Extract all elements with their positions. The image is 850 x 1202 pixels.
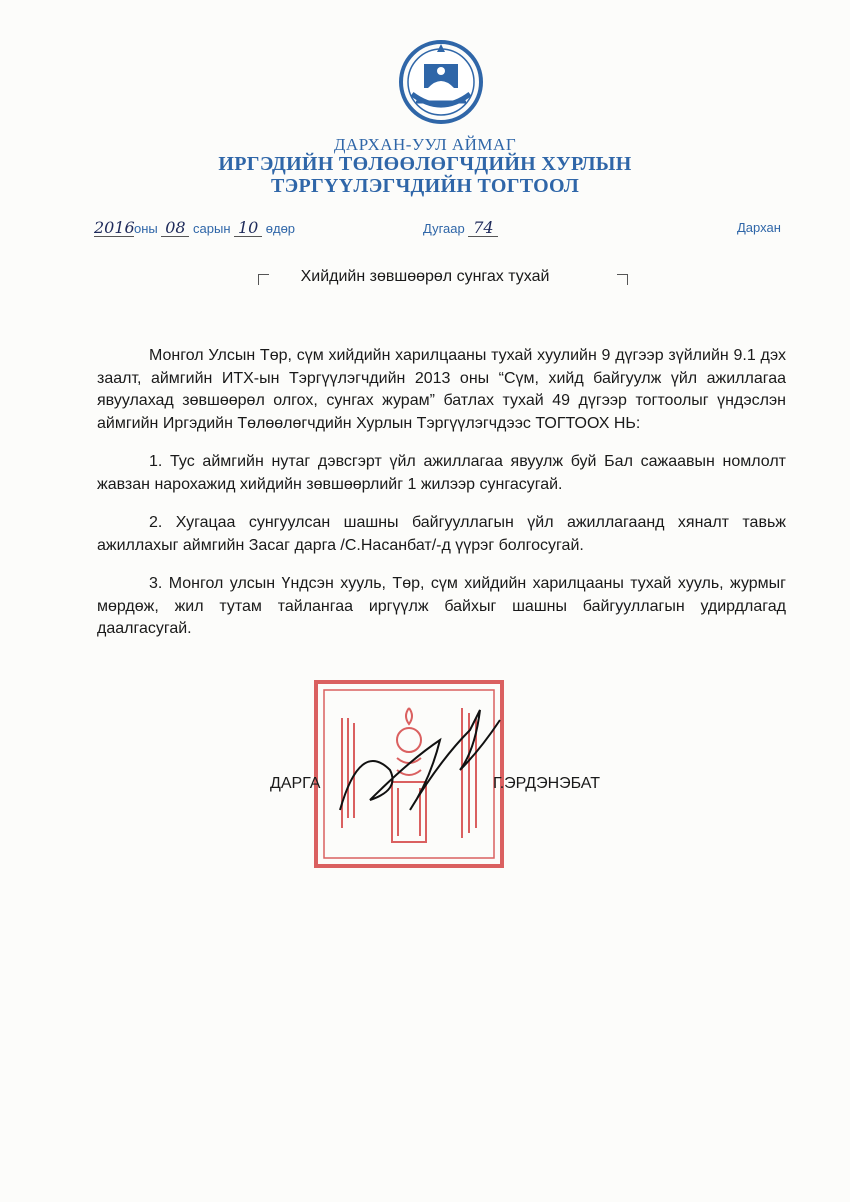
day-suffix: өдөр [265, 221, 296, 236]
resolution-item-1: 1. Тус аймгийн нутаг дэвсгэрт үйл ажиллагаа явуулж буй Бал сажаавын номлолт жавзан нарохажид хийдийн зөвшөөрлийг 1 жилээр сунгасугай. [97, 453, 786, 493]
document-number-field [423, 220, 498, 237]
document-subject: Хийдийн зөвшөөрөл сунгах тухай [300, 268, 550, 285]
signatory-name: Г.ЭРДЭНЭБАТ [493, 775, 600, 792]
city-name: Дархан [737, 220, 781, 235]
resolution-item-3: 3. Монгол улсын Үндсэн хууль, Төр, сүм хийдийн харилцааны тухай хууль, журмыг мөрдөж, жил тутам тайлангаа иргүүлж байхыг шашны байгууллагын удирдлагад даалгасугай. [97, 575, 786, 637]
council-title-line1: ИРГЭДИЙН ТӨЛӨӨЛӨГЧДИЙН ХУРЛЫН [218, 153, 632, 175]
year-suffix: оны [134, 221, 158, 236]
document-body [97, 345, 786, 657]
province-title: ДАРХАН-УУЛ АЙМАГ [333, 135, 517, 154]
preamble-paragraph: Монгол Улсын Төр, сүм хийдийн харилцааны тухай хуулийн 9 дүгээр зүйлийн 9.1 дэх заалт, аймгийн ИТХ-ын Тэргүүлэгчдийн 2013 оны “Сүм, хийд байгуулж үйл ажиллагаа явуулахад зөвшөөрөл олгох, сунгах журам” батлах тухай 49 дүгээр тогтоолыг үндэслэн аймгийн Иргэдийн Төлөөлөгчдийн Хурлын Тэргүүлэгчдээс ТОГТООХ НЬ: [97, 347, 786, 432]
month-suffix: сарын [193, 221, 231, 236]
signatory-role: ДАРГА [270, 775, 321, 792]
date-year: 2016 [94, 218, 135, 237]
state-emblem-icon [398, 38, 484, 128]
document-number: 74 [468, 220, 498, 237]
resolution-item-2: 2. Хугацаа сунгуулсан шашны байгууллагын үйл ажиллагаанд хяналт тавьж ажиллахыг аймгийн Засаг дарга /С.Насанбат/-д үүрэг болгосугай. [97, 514, 786, 554]
date-month: 08 [161, 220, 189, 237]
date-day: 10 [234, 220, 262, 237]
handwritten-signature-icon [330, 700, 520, 830]
date-field [94, 220, 295, 237]
number-label: Дугаар [423, 221, 465, 236]
council-title-line2: ТЭРГҮҮЛЭГЧДИЙН ТОГТООЛ [270, 175, 580, 197]
